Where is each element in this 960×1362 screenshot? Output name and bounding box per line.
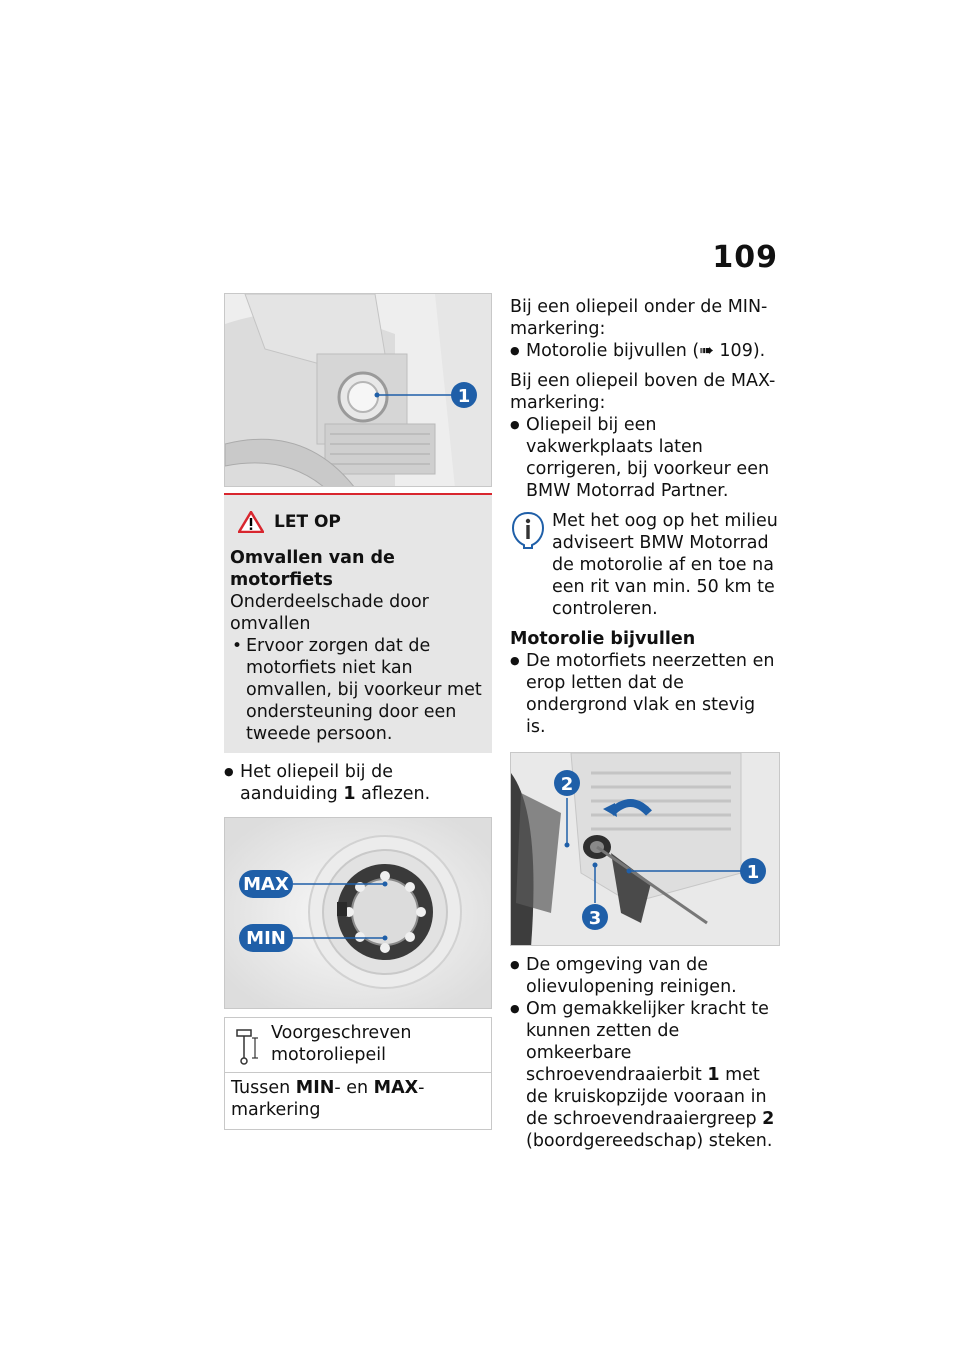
callout-1b: 1: [746, 862, 760, 883]
spec-box: [224, 1017, 492, 1130]
step-ref-bit-1: 1: [707, 1065, 720, 1085]
info-note: [510, 510, 780, 620]
warning-triangle-icon: [238, 511, 264, 533]
min-label: MIN: [246, 928, 286, 949]
below-min-intro: Bij een oliepeil onder de MIN-markering:: [510, 297, 768, 339]
step-ref-grip-2: 2: [762, 1109, 775, 1129]
section-title: Motorolie bijvullen: [510, 629, 696, 649]
sight-glass-illustration: [225, 818, 492, 1009]
callout-1: 1: [457, 386, 471, 407]
screwdriver-illustration: [511, 753, 780, 946]
step-clean-filler: ● De omgeving van de olievulopening reinigen.: [510, 954, 780, 998]
info-text: Met het oog op het milieu adviseert BMW Motorrad de motorolie af en toe na een rit van min. 50 km te controleren.: [552, 511, 778, 619]
spec-header: [225, 1018, 491, 1073]
warning-subtitle: Onderdeelschade door omvallen: [230, 592, 429, 634]
above-max-intro: Bij een oliepeil boven de MAX-markering:: [510, 371, 776, 413]
page-number: 109: [712, 240, 778, 275]
left-column: [224, 293, 492, 1130]
engine-illustration: [225, 294, 492, 487]
step-park-motorcycle: ● De motorfiets neerzetten en erop letten dat de ondergrond vlak en stevig is.: [510, 650, 780, 738]
spec-title: Voorgeschreven motoroliepeil: [271, 1023, 412, 1065]
warning-heading: [230, 511, 486, 533]
info-icon: [510, 510, 546, 550]
warning-box: [224, 493, 492, 753]
below-min-bullet: ● Motorolie bijvullen (➠ 109).: [510, 340, 780, 362]
figure-oil-sight-glass-location: [224, 293, 492, 487]
warning-title: Omvallen van de motorfiets: [230, 548, 395, 590]
step-insert-bit: ● Om gemakkelijker kracht te kunnen zetten de omkeerbare schroevendraaierbit 1 met de kruiskopzijde vooraan in de schroevendraaiergreep 2 (boordgereedschap) steken.: [510, 998, 780, 1152]
callout-3: 3: [588, 908, 602, 929]
right-column: [510, 296, 780, 1152]
oil-dipstick-icon: [233, 1028, 261, 1066]
warning-bullet: • Ervoor zorgen dat de motorfiets niet kan omvallen, bij voorkeur met ondersteuning door een tweede persoon.: [230, 635, 486, 745]
warning-heading-text: LET OP: [274, 512, 341, 532]
figure-min-max-gauge: [224, 817, 492, 1009]
callout-2: 2: [560, 774, 574, 795]
above-max-bullet: ● Oliepeil bij een vakwerkplaats laten corrigeren, bij voorkeur een BMW Motorrad Partner.: [510, 414, 780, 502]
spec-min: MIN: [295, 1078, 335, 1098]
figure-screwdriver: [510, 752, 780, 946]
step-read-oil-level: ● Het oliepeil bij de aanduiding 1 aflezen.: [224, 761, 492, 805]
spec-value: Tussen MIN- en MAX-markering: [231, 1078, 425, 1120]
spec-max: MAX: [373, 1078, 419, 1098]
max-label: MAX: [243, 874, 289, 895]
step-ref-1: 1: [343, 784, 356, 804]
